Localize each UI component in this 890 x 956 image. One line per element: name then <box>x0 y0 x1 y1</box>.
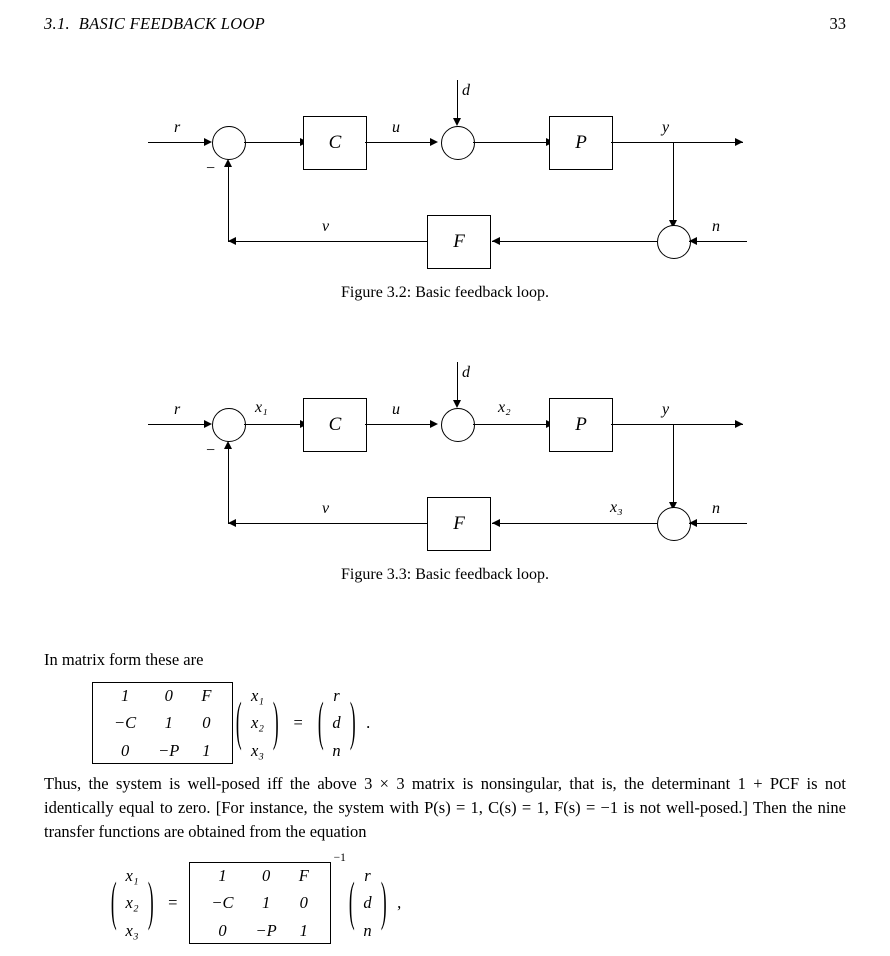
output-label: y <box>662 401 670 418</box>
arrow-output-right <box>735 420 743 428</box>
summing-junction-1 <box>212 126 246 160</box>
figure-3-2 <box>0 62 890 301</box>
arrow-into-sum-2 <box>430 138 438 146</box>
line-node-to-filter <box>492 241 657 242</box>
cell: x₂ <box>250 713 265 733</box>
page-number: 33 <box>829 14 846 33</box>
state-x3-label: x₃ <box>610 499 623 516</box>
equation-1-punctuation: . <box>366 713 371 733</box>
plant-block <box>549 398 613 452</box>
line-sum-to-controller <box>244 424 302 425</box>
feedback-label: v <box>322 500 330 517</box>
cell: F <box>298 866 309 885</box>
equals-sign: = <box>293 713 303 733</box>
equation-2-matrix <box>189 852 346 944</box>
line-feedback-up <box>228 162 229 241</box>
filter-block <box>427 497 491 551</box>
arrow-feedback-left <box>228 519 236 527</box>
cell: n <box>363 920 372 940</box>
arrow-noise-left <box>689 237 697 245</box>
arrow-disturbance-down <box>453 400 461 408</box>
equation-2-punctuation: , <box>397 893 402 913</box>
plant-label: P <box>575 132 587 153</box>
plant-block <box>549 116 613 170</box>
cell: 0 <box>299 893 308 913</box>
line-output-tap-down <box>673 424 674 508</box>
cell: −C <box>211 893 234 913</box>
cell: 0 <box>218 920 227 940</box>
cell: 0 <box>120 740 130 760</box>
figure-3-2-diagram <box>0 62 890 272</box>
left-paren: ( <box>236 689 243 753</box>
disturbance-label: d <box>462 364 470 381</box>
cell: r <box>333 686 340 705</box>
matrix-equation-1 <box>92 682 370 764</box>
arrow-feedback-up <box>224 159 232 167</box>
cell: x₃ <box>250 740 265 760</box>
cell: 1 <box>299 920 308 940</box>
noise-summing-junction <box>657 225 691 259</box>
cell: 1 <box>202 740 211 760</box>
state-x2-label: x₂ <box>498 399 511 416</box>
matrix-equation-2 <box>108 852 402 944</box>
right-paren-2: ) <box>349 689 356 753</box>
controller-label: C <box>328 414 342 435</box>
control-label: u <box>392 119 400 136</box>
line-controller-to-sum2 <box>365 142 432 143</box>
line-filter-to-left <box>228 241 427 242</box>
filter-block <box>427 215 491 269</box>
controller-block <box>303 116 367 170</box>
feedback-label: v <box>322 218 330 235</box>
figure-3-3 <box>0 344 890 583</box>
figure-3-3-diagram <box>0 344 890 554</box>
intro-line: In matrix form these are <box>44 650 204 669</box>
reference-label: r <box>174 401 181 418</box>
line-sum-to-controller <box>244 142 302 143</box>
equation-1-state-vector <box>245 682 270 764</box>
right-paren: ) <box>272 689 279 753</box>
equation-1-input-vector <box>326 682 346 764</box>
noise-summing-junction <box>657 507 691 541</box>
equation-2-input-vector <box>357 862 377 944</box>
summing-junction-2 <box>441 408 475 442</box>
summing-junction-1 <box>212 408 246 442</box>
running-head-title: 3.1. BASIC FEEDBACK LOOP <box>44 14 266 33</box>
cell: −C <box>114 713 137 733</box>
equals-sign: = <box>168 893 178 913</box>
cell: x₁ <box>250 686 265 705</box>
noise-label: n <box>712 500 720 517</box>
noise-label: n <box>712 218 720 235</box>
line-noise-input <box>689 241 747 242</box>
arrow-into-sum-2 <box>430 420 438 428</box>
arrow-noise-left <box>689 519 697 527</box>
arrow-into-sum-1 <box>204 138 212 146</box>
left-paren: ( <box>110 869 117 933</box>
cell: 1 <box>164 713 173 733</box>
plant-label: P <box>575 414 587 435</box>
line-plant-output <box>611 142 743 143</box>
arrow-feedback-left <box>228 237 236 245</box>
left-paren-2: ( <box>348 869 355 933</box>
cell: −P <box>255 920 277 940</box>
arrow-into-filter <box>492 519 500 527</box>
cell: −P <box>158 740 180 760</box>
right-paren: ) <box>147 869 154 933</box>
disturbance-label: d <box>462 82 470 99</box>
equation-2-state-vector <box>120 862 145 944</box>
page-header <box>44 14 846 40</box>
line-reference-to-sum <box>148 424 206 425</box>
reference-label: r <box>174 119 181 136</box>
controller-label: C <box>328 132 342 153</box>
equation-1-matrix <box>92 682 233 764</box>
arrow-output-right <box>735 138 743 146</box>
line-filter-to-left <box>228 523 427 524</box>
cell: 1 <box>262 893 271 913</box>
cell: x₁ <box>125 866 139 885</box>
line-node-to-filter <box>492 523 657 524</box>
arrow-into-sum-1 <box>204 420 212 428</box>
cell: 0 <box>202 713 211 733</box>
line-controller-to-sum2 <box>365 424 432 425</box>
state-x1-label: x₁ <box>255 399 268 416</box>
controller-block <box>303 398 367 452</box>
cell: 1 <box>218 866 227 885</box>
arrow-disturbance-down <box>453 118 461 126</box>
cell: x₃ <box>125 920 139 940</box>
line-output-tap-down <box>673 142 674 226</box>
summing-minus-sign: − <box>206 160 216 177</box>
summing-minus-sign: − <box>206 442 216 459</box>
cell: 0 <box>164 686 173 705</box>
line-feedback-up <box>228 444 229 523</box>
cell: d <box>363 893 372 913</box>
line-noise-input <box>689 523 747 524</box>
output-label: y <box>662 119 670 136</box>
figure-3-2-caption: Figure 3.2: Basic feedback loop. <box>341 284 549 301</box>
cell: 0 <box>262 866 271 885</box>
cell: F <box>201 686 212 705</box>
figure-3-3-caption: Figure 3.3: Basic feedback loop. <box>341 566 549 583</box>
control-label: u <box>392 401 400 418</box>
body-paragraph: Thus, the system is well-posed iff the above 3 × 3 matrix is nonsingular, that is, the determinant 1 + PCF is not identically equal to zero. [For instance, the system with P(s) = 1, C(s) = 1, F(s) = −1 is not well-posed.] Then the nine transfer functions are obtained from the equation <box>44 774 846 841</box>
line-sum2-to-plant <box>473 142 548 143</box>
cell: d <box>332 713 341 733</box>
cell: n <box>332 740 341 760</box>
line-sum2-to-plant <box>473 424 548 425</box>
cell: 1 <box>120 686 130 705</box>
cell: r <box>364 866 371 885</box>
summing-junction-2 <box>441 126 475 160</box>
cell: x₂ <box>125 893 139 913</box>
line-reference-to-sum <box>148 142 206 143</box>
arrow-feedback-up <box>224 441 232 449</box>
line-plant-output <box>611 424 743 425</box>
filter-label: F <box>453 513 465 534</box>
filter-label: F <box>453 231 465 252</box>
inverse-exponent: −1 <box>333 852 346 864</box>
left-paren-2: ( <box>317 689 324 753</box>
arrow-into-filter <box>492 237 500 245</box>
right-paren-2: ) <box>380 869 387 933</box>
